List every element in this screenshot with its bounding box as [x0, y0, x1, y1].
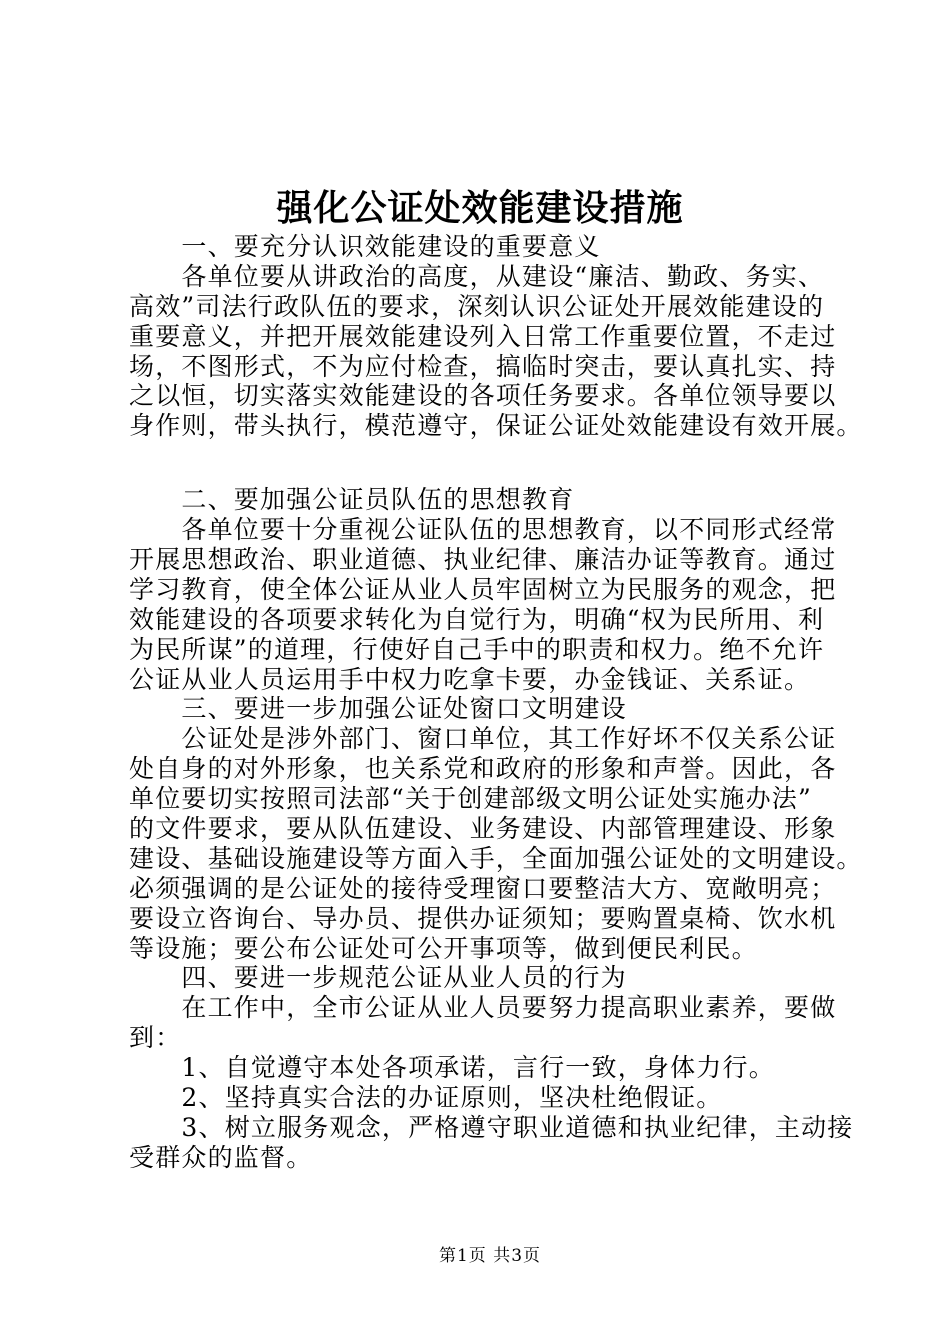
document-title: 强化公证处效能建设措施: [276, 187, 684, 229]
section-heading: 四、要进一步规范公证从业人员的行为: [129, 963, 627, 993]
paragraph-line: 要设立咨询台、导办员、提供办证须知；要购置桌椅、饮水机: [129, 903, 837, 933]
paragraph-line: 身作则，带头执行，模范遵守，保证公证处效能建设有效开展。: [129, 411, 863, 441]
paragraph-line: 处自身的对外形象，也关系党和政府的形象和声誉。因此，各: [129, 754, 837, 784]
section-heading: 二、要加强公证员队伍的思想教育: [129, 485, 575, 515]
paragraph-line: 效能建设的各项要求转化为自觉行为，明确“权为民所用、利: [129, 604, 825, 634]
blank-line: [129, 441, 849, 485]
list-item: 3、树立服务观念，严格遵守职业道德和执业纪律，主动接: [129, 1112, 854, 1142]
paragraph-line: 重要意义，并把开展效能建设列入日常工作重要位置，不走过: [129, 321, 837, 351]
paragraph-line: 各单位要十分重视公证队伍的思想教育，以不同形式经常: [129, 515, 837, 545]
paragraph-line: 场，不图形式，不为应付检查，搞临时突击，要认真扎实、持: [129, 351, 837, 381]
paragraph-line: 高效”司法行政队伍的要求，深刻认识公证处开展效能建设的: [129, 291, 825, 321]
paragraph-line: 到：: [129, 1023, 182, 1053]
list-item: 2、坚持真实合法的办证原则，坚决杜绝假证。: [129, 1083, 723, 1113]
paragraph-line: 在工作中，全市公证从业人员要努力提高职业素养，要做: [129, 993, 837, 1023]
paragraph-line: 之以恒，切实落实效能建设的各项任务要求。各单位领导要以: [129, 381, 837, 411]
paragraph-line: 为民所谋”的道理，行使好自己手中的职责和权力。绝不允许: [129, 634, 825, 664]
paragraph-line: 建设、基础设施建设等方面入手，全面加强公证处的文明建设。: [129, 843, 863, 873]
paragraph-line: 公证从业人员运用手中权力吃拿卡要，办金钱证、关系证。: [129, 664, 811, 694]
paragraph-line: 单位要切实按照司法部“关于创建部级文明公证处实施办法”: [129, 784, 812, 814]
section-heading: 三、要进一步加强公证处窗口文明建设: [129, 694, 627, 724]
paragraph-line: 的文件要求，要从队伍建设、业务建设、内部管理建设、形象: [129, 814, 837, 844]
section-heading: 一、要充分认识效能建设的重要意义: [129, 232, 601, 261]
paragraph-line: 学习教育，使全体公证从业人员牢固树立为民服务的观念，把: [129, 574, 837, 604]
paragraph-line: 等设施；要公布公证处可公开事项等，做到便民利民。: [129, 933, 758, 963]
paragraph-line: 开展思想政治、职业道德、执业纪律、廉洁办证等教育。通过: [129, 545, 837, 575]
paragraph-line: 受群众的监督。: [129, 1142, 313, 1172]
document-body: [129, 232, 863, 1173]
paragraph-line: 必须强调的是公证处的接待受理窗口要整洁大方、宽敞明亮；: [129, 873, 837, 903]
list-item: 1、自觉遵守本处各项承诺，言行一致，身体力行。: [129, 1053, 775, 1083]
paragraph-line: 公证处是涉外部门、窗口单位，其工作好坏不仅关系公证: [129, 724, 837, 754]
page-footer: 第1页 共3页: [438, 1246, 542, 1266]
paragraph-line: 各单位要从讲政治的高度，从建设“廉洁、勤政、务实、: [129, 261, 825, 291]
